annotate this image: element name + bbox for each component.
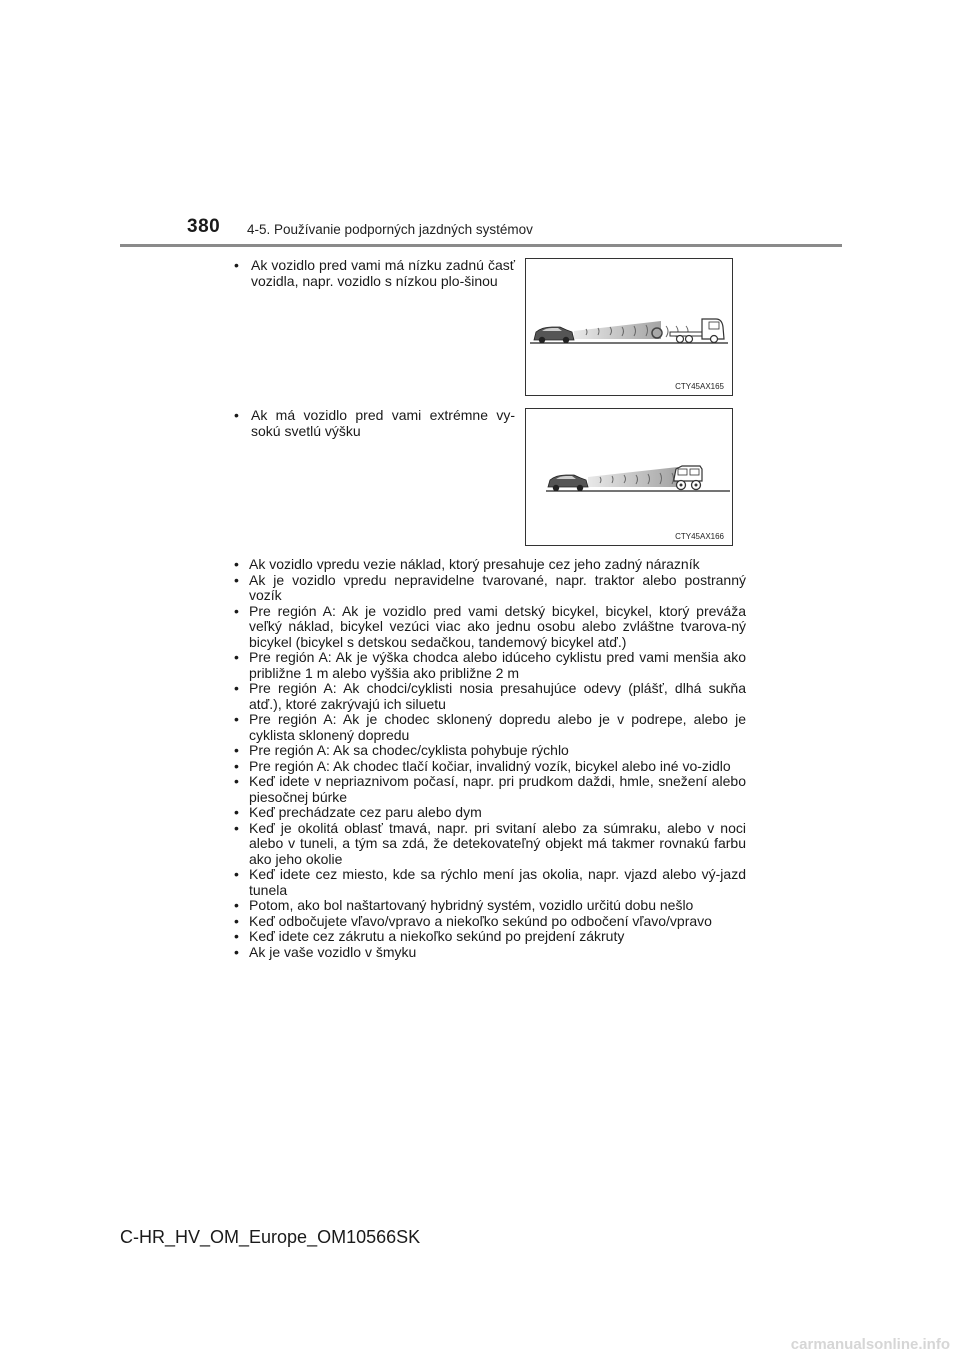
- bullet-dot: •: [234, 571, 239, 588]
- figure-1-text: Ak vozidlo pred vami má nízku zadnú časť vozidla, napr. vozidlo s nízkou plo-šinou: [251, 257, 515, 289]
- bullet-dot: •: [234, 711, 239, 727]
- bullet-dot: •: [234, 928, 239, 944]
- figure-low-rear-vehicle: [525, 258, 733, 396]
- bullet-dot: •: [234, 742, 239, 758]
- list-item-text: Keď je okolitá oblasť tmavá, napr. pri svitaní alebo za súmraku, alebo v noci alebo v tuneli, a tým sa zdá, že detekovateľný objekt má takmer rovnakú farbu ako jeho okolie: [249, 819, 746, 867]
- bullet-dot: •: [234, 680, 239, 696]
- figure-code: CTY45AX165: [675, 382, 724, 391]
- list-item-text: Pre región A: Ak je vozidlo pred vami detský bicykel, bicykel, ktorý preváža veľký náklad, bicykel vezúci viac ako jednu osobu alebo zvláštne tvarova-ný bicykel (bicykel s detskou sedačkou, tandemový bicykel atď.): [249, 602, 746, 650]
- list-item-text: Pre región A: Ak chodci/cyklisti nosia presahujúce odevy (plášť, dlhá sukňa atď.), ktoré zakrývajú ich siluetu: [249, 680, 746, 712]
- figure-high-clearance-vehicle: [525, 408, 733, 546]
- bullet-dot: •: [234, 757, 239, 774]
- list-item-text: Keď idete cez miesto, kde sa rýchlo mení jas okolia, napr. vjazd alebo vý-jazd tunela: [249, 866, 746, 898]
- page-number: 380: [187, 216, 221, 237]
- list-item-text: Keď idete v nepriaznivom počasí, napr. pri prudkom daždi, hmle, snežení alebo piesočnej búrke: [249, 773, 746, 805]
- bullet-dot: •: [234, 943, 239, 960]
- list-item-text: Keď idete cez zákrutu a niekoľko sekúnd po prejdení zákruty: [249, 928, 625, 944]
- list-item: [234, 929, 746, 945]
- figure-2-bullet: [234, 407, 515, 439]
- bullet-dot: •: [234, 819, 239, 836]
- figure-code: CTY45AX166: [675, 532, 724, 541]
- bullet-dot: •: [234, 897, 239, 913]
- list-item: [234, 945, 746, 961]
- list-item: [234, 650, 746, 681]
- list-item: [234, 604, 746, 651]
- list-item: [234, 573, 746, 604]
- list-item-text: Pre región A: Ak sa chodec/cyklista pohybuje rýchlo: [249, 742, 569, 758]
- bullet-dot: •: [234, 912, 239, 929]
- bullet-dot: •: [234, 407, 239, 423]
- bullet-dot: •: [234, 602, 239, 619]
- header-divider: [120, 244, 842, 247]
- figure-1-bullet: [234, 257, 515, 289]
- list-item-text: Ak je vozidlo vpredu nepravidelne tvarované, napr. traktor alebo postranný vozík: [249, 571, 746, 603]
- list-item: [234, 681, 746, 712]
- document-footer: C-HR_HV_OM_Europe_OM10566SK: [120, 1227, 421, 1247]
- list-item: [234, 743, 746, 759]
- list-item: [234, 821, 746, 868]
- high-clearance-suv-illustration: [526, 409, 732, 545]
- list-item-text: Pre región A: Ak je chodec sklonený dopredu alebo je v podrepe, alebo je cyklista sklonený dopredu: [249, 711, 746, 743]
- bullet-dot: •: [234, 773, 239, 789]
- list-item: [234, 557, 746, 573]
- bullet-dot: •: [234, 257, 239, 273]
- list-item-text: Ak vozidlo vpredu vezie náklad, ktorý presahuje cez jeho zadný nárazník: [249, 556, 700, 572]
- low-platform-truck-illustration: [526, 259, 732, 395]
- section-title: 4-5. Používanie podporných jazdných systémov: [247, 222, 533, 237]
- list-item: [234, 805, 746, 821]
- list-item: [234, 898, 746, 914]
- list-item: [234, 774, 746, 805]
- watermark: carmanualsonline.info: [790, 1336, 950, 1353]
- list-item: [234, 914, 746, 930]
- list-item-text: Pre región A: Ak chodec tlačí kočiar, invalidný vozík, bicykel alebo iné vo-zidlo: [249, 757, 731, 774]
- conditions-list: [234, 557, 746, 960]
- bullet-dot: •: [234, 649, 239, 665]
- list-item: [234, 867, 746, 898]
- list-item-text: Ak je vaše vozidlo v šmyku: [249, 943, 417, 960]
- list-item-text: Keď odbočujete vľavo/vpravo a niekoľko sekúnd po odbočení vľavo/vpravo: [249, 912, 712, 929]
- list-item: [234, 759, 746, 775]
- list-item-text: Pre región A: Ak je výška chodca alebo idúceho cyklistu pred vami menšia ako približne 1 m alebo vyššia ako približne 2 m: [249, 649, 746, 681]
- list-item-text: Potom, ako bol naštartovaný hybridný systém, vozidlo určitú dobu nešlo: [249, 897, 694, 913]
- bullet-dot: •: [234, 866, 239, 882]
- bullet-dot: •: [234, 556, 239, 572]
- list-item-text: Keď prechádzate cez paru alebo dym: [249, 804, 482, 820]
- bullet-dot: •: [234, 804, 239, 820]
- list-item: [234, 712, 746, 743]
- figure-2-text: Ak má vozidlo pred vami extrémne vy-sokú svetlú výšku: [251, 407, 515, 439]
